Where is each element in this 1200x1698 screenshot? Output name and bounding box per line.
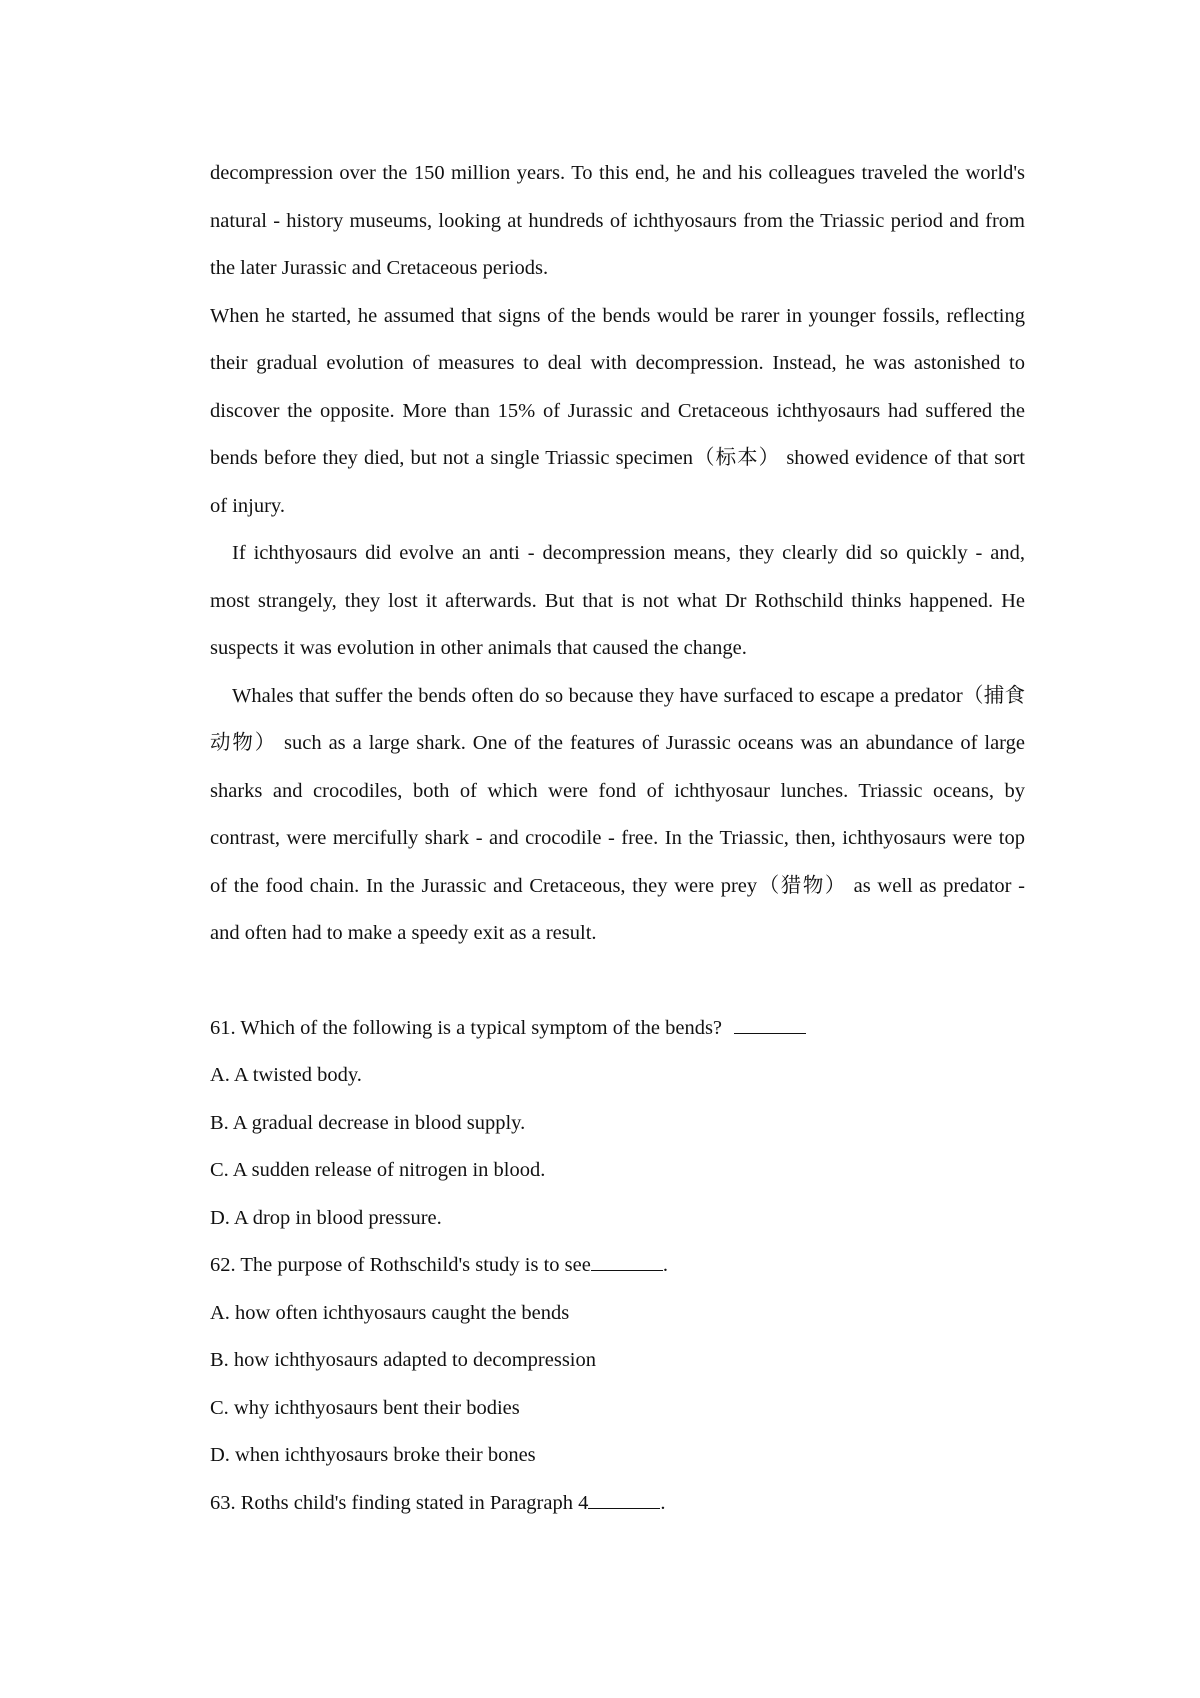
question-62 bbox=[210, 1242, 1025, 1480]
question-stem-text: 62. The purpose of Rothschild's study is to see bbox=[210, 1254, 591, 1276]
question-63 bbox=[210, 1480, 1025, 1528]
question-61 bbox=[210, 1005, 1025, 1243]
passage-paragraph-2: When he started, he assumed that signs of the bends would be rarer in younger fossils, reflecting their gradual evolution of measures to deal with decompression. Instead, he was astonished to discover the opposite. More than 15% of Jurassic and Cretaceous ichthyosaurs had suffered the bends before they died, but not a single Triassic specimen（标本） showed evidence of that sort of injury. bbox=[210, 304, 1025, 517]
answer-blank bbox=[591, 1254, 663, 1271]
question-option: B. how ichthyosaurs adapted to decompression bbox=[210, 1349, 597, 1371]
passage-paragraph-4: Whales that suffer the bends often do so because they have surfaced to escape a predator（捕食动物） such as a large shark. One of the features of Jurassic oceans was an abundance of large sharks and crocodiles, both of which were fond of ichthyosaur lunches. Triassic oceans, by contrast, were mercifully shark - and crocodile - free. In the Triassic, then, ichthyosaurs were top of the food chain. In the Jurassic and Cretaceous, they were prey（猎物） as well as predator - and often had to make a speedy exit as a result. bbox=[210, 684, 1025, 944]
question-stem-text: 63. Roths child's finding stated in Paragraph 4 bbox=[210, 1491, 589, 1514]
question-stem-end: . bbox=[660, 1491, 666, 1514]
answer-blank bbox=[734, 1017, 806, 1034]
document-page bbox=[210, 150, 1025, 1527]
question-option: B. A gradual decrease in blood supply. bbox=[210, 1111, 526, 1134]
question-stem bbox=[210, 1005, 1025, 1053]
passage-paragraph-3: If ichthyosaurs did evolve an anti - decompression means, they clearly did so quickly - and, most strangely, they lost it afterwards. But that is not what Dr Rothschild thinks happened. He suspects it was evolution in other animals that caused the change. bbox=[210, 542, 1025, 659]
question-option: D. A drop in blood pressure. bbox=[210, 1206, 442, 1229]
question-option: D. when ichthyosaurs broke their bones bbox=[210, 1444, 536, 1466]
section-spacer bbox=[210, 958, 1025, 1005]
question-stem bbox=[210, 1480, 1025, 1528]
question-stem-text: 61. Which of the following is a typical symptom of the bends? bbox=[210, 1016, 723, 1039]
question-option: C. A sudden release of nitrogen in blood. bbox=[210, 1159, 546, 1181]
question-option: C. why ichthyosaurs bent their bodies bbox=[210, 1396, 520, 1419]
question-stem bbox=[210, 1242, 1025, 1290]
answer-blank bbox=[588, 1492, 660, 1509]
question-option: A. how often ichthyosaurs caught the bends bbox=[210, 1301, 570, 1324]
question-stem-end: . bbox=[662, 1254, 668, 1276]
question-option: A. A twisted body. bbox=[210, 1064, 362, 1086]
passage-paragraph-1: decompression over the 150 million years. To this end, he and his colleagues traveled the world's natural - history museums, looking at hundreds of ichthyosaurs from the Triassic period and from the later Jurassic and Cretaceous periods. bbox=[210, 162, 1025, 279]
